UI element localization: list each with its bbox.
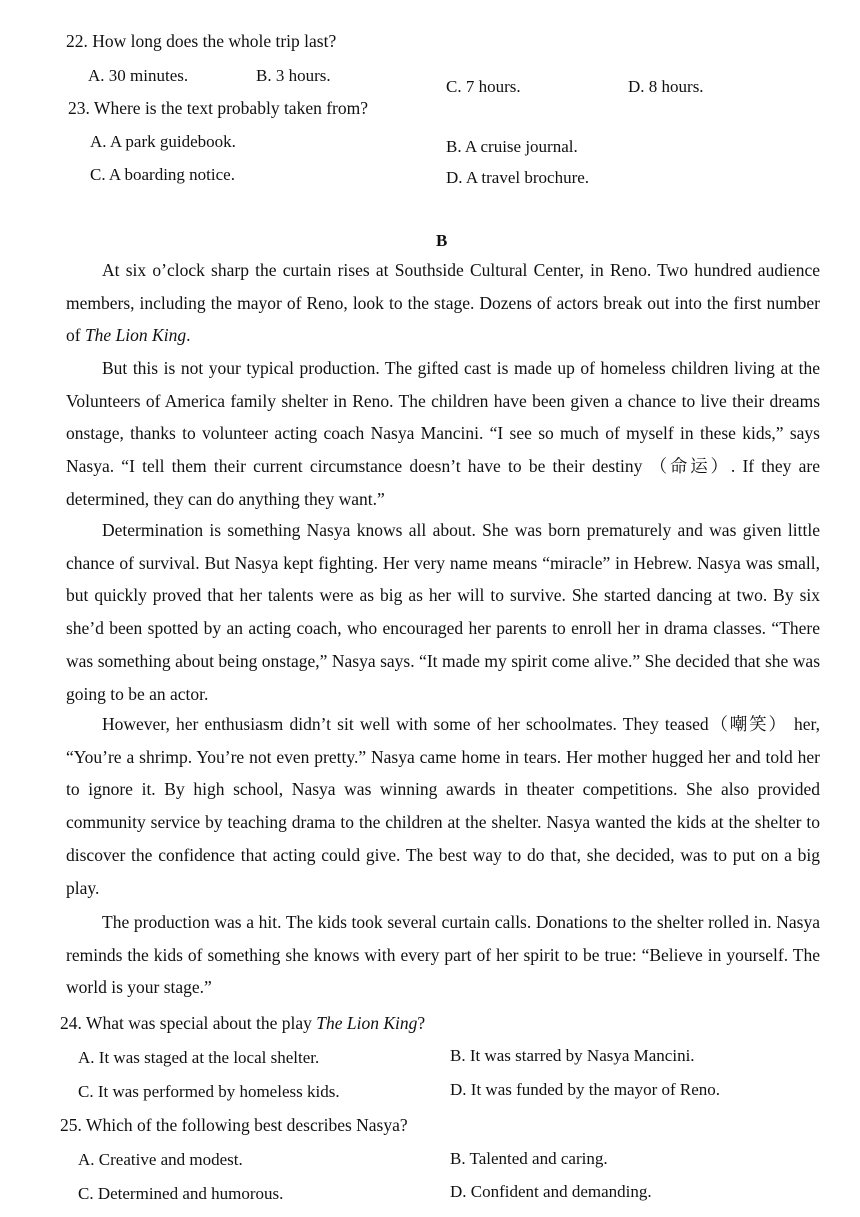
question-22-option-b[interactable]: B. 3 hours. — [256, 66, 331, 85]
play-title: The Lion King — [84, 325, 187, 346]
passage-paragraph-4-text: However, her enthusiasm didn’t sit well with some of her schoolmates. They teased（嘲笑） her, “You’re a shrimp. You’re not even pretty.” Nasya came home in tears. Her mother hugged her and told her to ignore it. By high school, Nasya was winning awards in theater competitions. She also provided community service by teaching drama to the children at the shelter. Nasya wanted the kids at the shelter to discover the confidence that acting could give. The best way to do that, she decided, was to put on a big play. — [66, 714, 820, 898]
question-23-option-a[interactable]: A. A park guidebook. — [90, 132, 236, 151]
question-24-stem-text: 24. What was special about the play — [60, 1013, 317, 1033]
section-title: B — [436, 231, 448, 250]
question-23-option-c[interactable]: C. A boarding notice. — [90, 165, 235, 184]
question-24-option-d[interactable]: D. It was funded by the mayor of Reno. — [450, 1080, 721, 1099]
question-24-play-title: The Lion King — [316, 1013, 418, 1033]
question-23-option-d[interactable]: D. A travel brochure. — [446, 168, 590, 187]
question-25-stem: 25. Which of the following best describes Nasya? — [60, 1115, 408, 1135]
question-22-option-a[interactable]: A. 30 minutes. — [88, 66, 189, 85]
question-25-option-c[interactable]: C. Determined and humorous. — [78, 1184, 284, 1203]
question-23-option-b[interactable]: B. A cruise journal. — [446, 137, 578, 156]
passage-paragraph-1 — [66, 254, 820, 352]
question-25-option-d[interactable]: D. Confident and demanding. — [450, 1182, 652, 1201]
question-24-option-a[interactable]: A. It was staged at the local shelter. — [78, 1048, 320, 1067]
passage-paragraph-3-text: Determination is something Nasya knows all about. She was born prematurely and was given little chance of survival. But Nasya kept fighting. Her very name means “miracle” in Hebrew. Nasya was small, but quickly proved that her talents were as big as her will to survive. She started dancing at two. By six she’d been spotted by an acting coach, who encouraged her parents to enroll her in drama classes. “There was something about being onstage,” Nasya says. “It made my spirit come alive.” She decided that she was going to be an actor. — [66, 520, 820, 704]
passage-paragraph-1-end: . — [186, 325, 191, 346]
question-22-stem: 22. How long does the whole trip last? — [66, 31, 337, 51]
passage-paragraph-2 — [66, 352, 820, 516]
question-24-option-b[interactable]: B. It was starred by Nasya Mancini. — [450, 1046, 695, 1065]
passage-paragraph-5-text: The production was a hit. The kids took several curtain calls. Donations to the shelter rolled in. Nasya reminds the kids of something she knows with every part of her spirit to be true: “Believe in yourself. The world is your stage.” — [66, 912, 820, 998]
question-25-option-a[interactable]: A. Creative and modest. — [78, 1150, 243, 1169]
passage-paragraph-4 — [66, 708, 820, 904]
passage-paragraph-5 — [66, 906, 820, 1004]
question-24-stem-end: ? — [417, 1013, 426, 1033]
passage-paragraph-1-text: At six o’clock sharp the curtain rises at Southside Cultural Center, in Reno. Two hundred audience members, including the mayor of Reno, look to the stage. Dozens of actors break out into the first number of — [66, 260, 820, 346]
passage-paragraph-2-text: But this is not your typical production. The gifted cast is made up of homeless children living at the Volunteers of America family shelter in Reno. The children have been given a chance to live their dreams onstage, thanks to volunteer acting coach Nasya Mancini. “I see so much of myself in these kids,” says Nasya. “I tell them their current circumstance doesn’t have to be their destiny （命运）. If they are determined, they can do anything they want.” — [66, 358, 820, 509]
passage-paragraph-3 — [66, 514, 820, 710]
question-25-option-b[interactable]: B. Talented and caring. — [450, 1149, 608, 1168]
question-22-option-c[interactable]: C. 7 hours. — [446, 77, 521, 96]
question-22-option-d[interactable]: D. 8 hours. — [628, 77, 704, 96]
question-24-option-c[interactable]: C. It was performed by homeless kids. — [78, 1082, 340, 1101]
question-24-stem — [60, 1015, 425, 1033]
question-23-stem: 23. Where is the text probably taken from? — [68, 98, 368, 118]
